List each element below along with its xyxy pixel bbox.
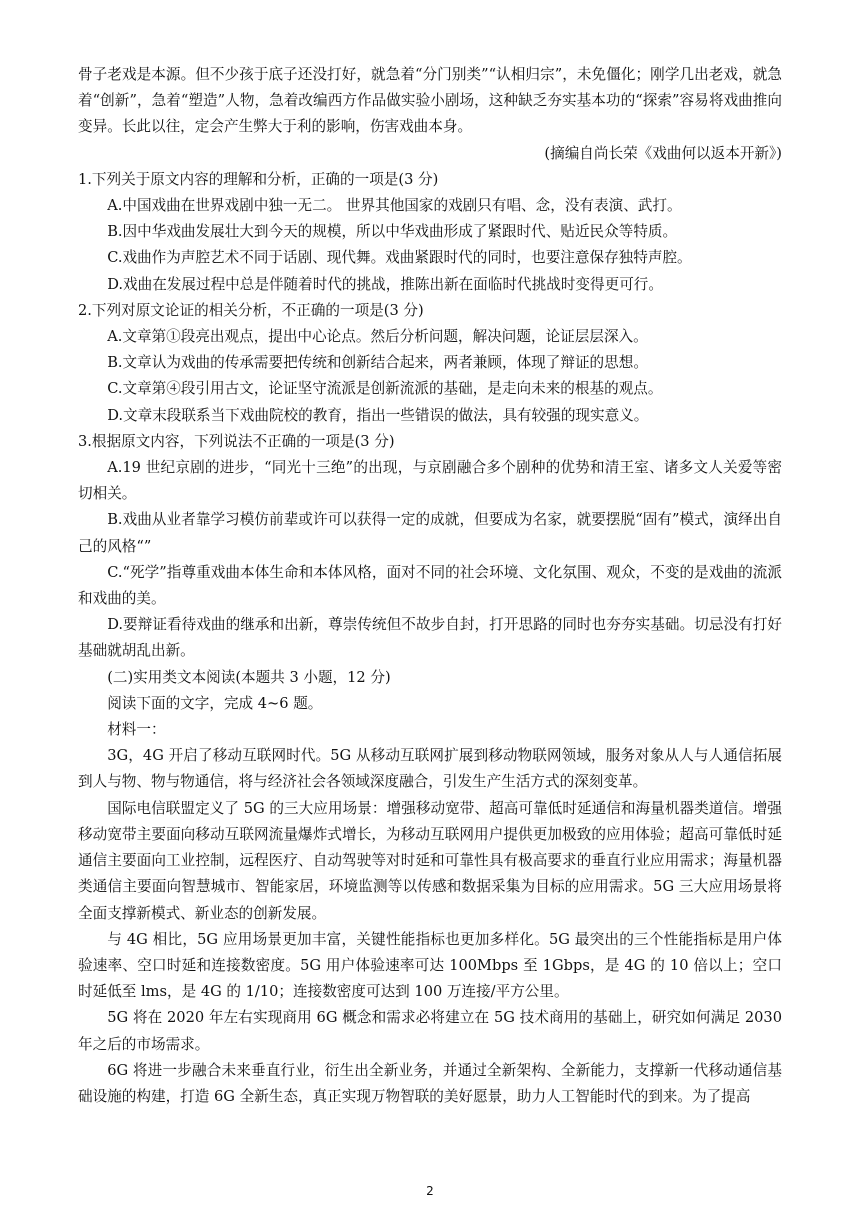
source-citation: (摘编自尚长荣《戏曲何以返本开新》) bbox=[544, 144, 782, 162]
material-paragraph: 与 4G 相比，5G 应用场景更加丰富，关键性能指标也更加多样化。5G 最突出的三个性能指标是用户体验速率、空口时延和连接数密度。5G 用户体验速率可达 100Mbps 至 1Gbps，是 4G 的 10 倍以上；空口时延低至 lms，是 4G 的 1/10；连接数密度可达到 100 万连接/平方公里。 bbox=[78, 930, 782, 1001]
option-d: D.戏曲在发展过程中总是伴随着时代的挑战，推陈出新在面临时代挑战时变得更可行。 bbox=[107, 275, 663, 293]
material-paragraph: 6G 将进一步融合未来垂直行业，衍生出全新业务，并通过全新架构、全新能力，支撑新一代移动通信基础设施的构建，打造 6G 全新生态，真正实现万物智联的美好愿景，助力人工智能时代的到来。为了提高 bbox=[78, 1061, 782, 1105]
instruction: 阅读下面的文字，完成 4~6 题。 bbox=[107, 694, 323, 712]
option-b: B.戏曲从业者靠学习模仿前辈或许可以获得一定的成就，但要成为名家，就要摆脱“固有”模式，演绎出自己的风格“” bbox=[78, 511, 782, 555]
option-c: C.戏曲作为声腔艺术不同于话剧、现代舞。戏曲紧跟时代的同时，也要注意保存独特声腔。 bbox=[107, 249, 692, 267]
option-c: C.“死学”指尊重戏曲本体生命和本体风格，面对不同的社会环境、文化氛围、观众，不变的是戏曲的流派和戏曲的美。 bbox=[78, 563, 782, 608]
document-page bbox=[78, 62, 782, 1110]
page-number: 2 bbox=[426, 1184, 434, 1198]
question-stem: 2.下列对原文论证的相关分析，不正确的一项是(3 分) bbox=[78, 301, 424, 319]
option-d: D.文章末段联系当下戏曲院校的教育，指出一些错误的做法，具有较强的现实意义。 bbox=[107, 406, 649, 424]
question-stem: 3.根据原文内容，下列说法不正确的一项是(3 分) bbox=[78, 432, 395, 450]
option-a: A.文章第①段亮出观点，提出中心论点。然后分析问题，解决问题，论证层层深入。 bbox=[107, 328, 648, 346]
question-stem: 1.下列关于原文内容的理解和分析，正确的一项是(3 分) bbox=[78, 170, 439, 188]
option-c: C.文章第④段引用古文，论证坚守流派是创新流派的基础，是走向未来的根基的观点。 bbox=[107, 380, 663, 398]
option-b: B.因中华戏曲发展壮大到今天的规模，所以中华戏曲形成了紧跟时代、贴近民众等特质。 bbox=[107, 223, 678, 241]
question-1 bbox=[78, 167, 782, 298]
material-paragraph: 国际电信联盟定义了 5G 的三大应用场景：增强移动宽带、超高可靠低时延通信和海量机器类道信。增强移动宽带主要面向移动互联网流量爆炸式增长，为移动互联网用户提供更加极致的应用体验；超高可靠低时延通信主要面向工业控制，远程医疗、自动驾驶等对时延和可靠性具有极高要求的垂直行业应用需求；海量机器类通信主要面向智慧城市、智能家居，环境监测等以传感和数据采集为目标的应用需求。5G 三大应用场景将全面支撑新模式、新业态的创新发展。 bbox=[78, 799, 782, 922]
question-3 bbox=[78, 429, 782, 665]
option-b: B.文章认为戏曲的传承需要把传统和创新结合起来，两者兼顾，体现了辩证的思想。 bbox=[107, 354, 648, 372]
option-d: D.要辩证看待戏曲的继承和出新，尊崇传统但不故步自封，打开思路的同时也夯夯实基础。切忌没有打好基础就胡乱出新。 bbox=[78, 616, 782, 660]
material-paragraph: 3G，4G 开启了移动互联网时代。5G 从移动互联网扩展到移动物联网领域，服务对象从人与人通信拓展到人与物、物与物通信，将与经济社会各领域深度融合，引发生产生活方式的深刻变革。 bbox=[78, 747, 782, 791]
question-2 bbox=[78, 298, 782, 429]
option-a: A.中国戏曲在世界戏剧中独一无二。 世界其他国家的戏剧只有唱、念，没有表演、武打。 bbox=[107, 197, 682, 215]
option-a: A.19 世纪京剧的进步，“同光十三绝”的出现，与京剧融合多个剧种的优势和清王室、诸多文人关爱等密切相关。 bbox=[78, 459, 782, 503]
material-paragraph: 5G 将在 2020 年左右实现商用 6G 概念和需求必将建立在 5G 技术商用的基础上，研究如何满足 2030 年之后的市场需求。 bbox=[78, 1009, 782, 1053]
section-heading: (二)实用类文本阅读(本题共 3 小题，12 分) bbox=[107, 668, 391, 686]
material-label: 材料一： bbox=[107, 721, 166, 739]
intro-paragraph: 骨子老戏是本源。但不少孩于底子还没打好，就急着“分门别类”“认相归宗”，未免僵化；刚学几出老戏，就急着“创新”，急着“塑造”人物，急着改编西方作品做实验小剧场，这种缺乏夯实基本功的“探索”容易将戏曲推向变异。长此以往，定会产生弊大于利的影响，伤害戏曲本身。 bbox=[78, 66, 782, 136]
